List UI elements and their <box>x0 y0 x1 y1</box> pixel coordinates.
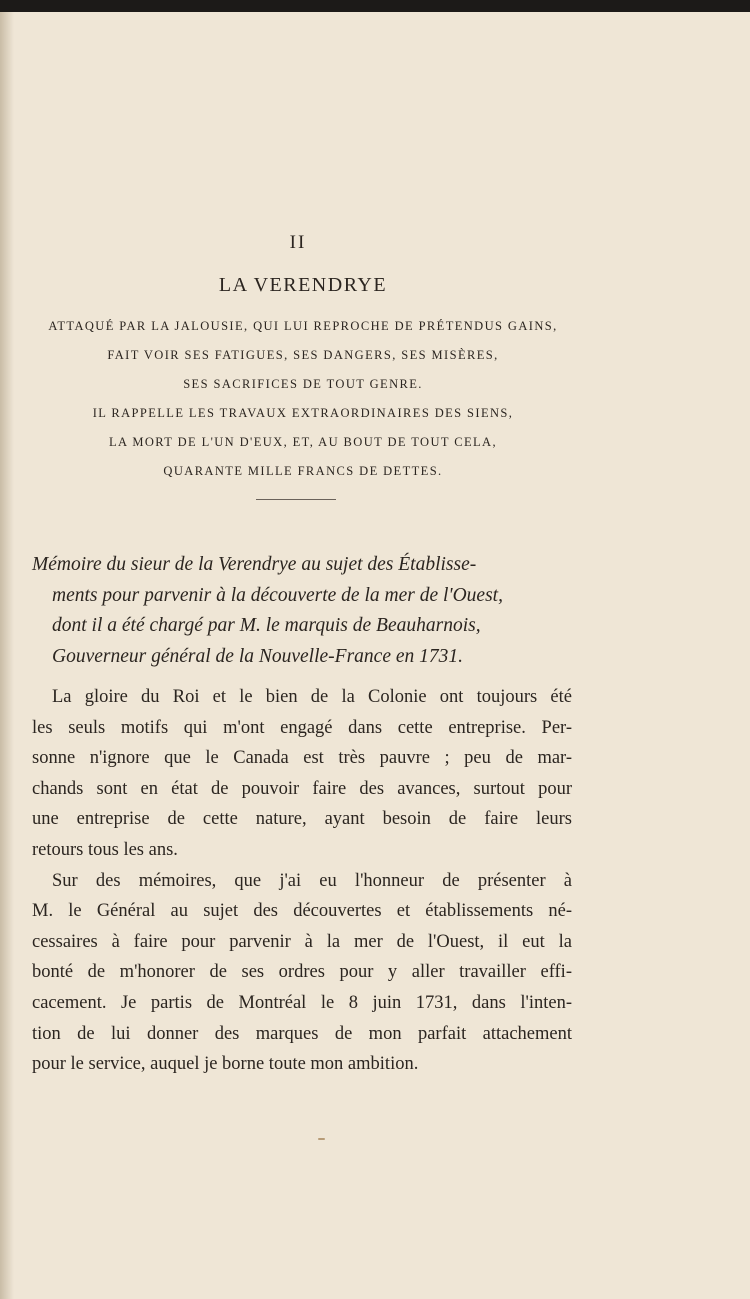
text-line: tion de lui donner des marques de mon parfait attachement <box>32 1023 572 1044</box>
chapter-title: LA VERENDRYE <box>218 274 388 296</box>
summary-line: LA MORT DE L'UN D'EUX, ET, AU BOUT DE TOUT CELA, <box>109 435 497 449</box>
text-line: sonne n'ignore que le Canada est très pauvre ; peu de mar- <box>32 748 572 769</box>
text-line: pour le service, auquel je borne toute mon ambition. <box>32 1054 419 1075</box>
paragraph <box>32 682 572 866</box>
memoire-line: dont il a été chargé par M. le marquis de Beauharnois, <box>52 615 481 636</box>
section-divider <box>256 499 336 500</box>
paper-speck <box>318 1138 325 1140</box>
text-line: une entreprise de cette nature, ayant besoin de faire leurs <box>32 809 572 830</box>
text-line: les seuls motifs qui m'ont engagé dans cette entreprise. Per- <box>32 717 572 738</box>
memoire-line: ments pour parvenir à la découverte de la mer de l'Ouest, <box>52 584 503 606</box>
chapter-number: II <box>289 232 307 253</box>
text-line: M. le Général au sujet des découvertes et établissements né- <box>32 901 572 922</box>
summary-line: FAIT VOIR SES FATIGUES, SES DANGERS, SES MISÈRES, <box>107 348 499 362</box>
chapter-summary <box>20 312 586 486</box>
memoire-line: Mémoire du sieur de la Verendrye au sujet des Établisse- <box>32 554 477 575</box>
body-text <box>32 682 572 1080</box>
text-line: bonté de m'honorer de ses ordres pour y aller travailler effi- <box>32 962 572 983</box>
memoire-heading <box>32 550 572 672</box>
text-line: retours tous les ans. <box>32 839 178 860</box>
memoire-line: Gouverneur général de la Nouvelle-France en 1731. <box>52 645 464 667</box>
summary-line: SES SACRIFICES DE TOUT GENRE. <box>183 377 423 391</box>
summary-line: IL RAPPELLE LES TRAVAUX EXTRAORDINAIRES DES SIENS, <box>92 406 514 420</box>
summary-line: QUARANTE MILLE FRANCS DE DETTES. <box>163 464 443 478</box>
text-line: La gloire du Roi et le bien de la Colonie ont toujours été <box>52 687 572 707</box>
text-line: cacement. Je partis de Montréal le 8 juin 1731, dans l'inten- <box>32 992 572 1013</box>
book-page <box>0 12 750 1299</box>
text-line: Sur des mémoires, que j'ai eu l'honneur de présenter à <box>52 870 572 891</box>
paragraph <box>32 866 572 1080</box>
summary-line: ATTAQUÉ PAR LA JALOUSIE, QUI LUI REPROCHE DE PRÉTENDUS GAINS, <box>48 319 558 333</box>
book-top-edge <box>0 0 750 12</box>
text-line: chands sont en état de pouvoir faire des avances, surtout pour <box>32 778 572 799</box>
text-line: cessaires à faire pour parvenir à la mer de l'Ouest, il eut la <box>32 931 572 952</box>
